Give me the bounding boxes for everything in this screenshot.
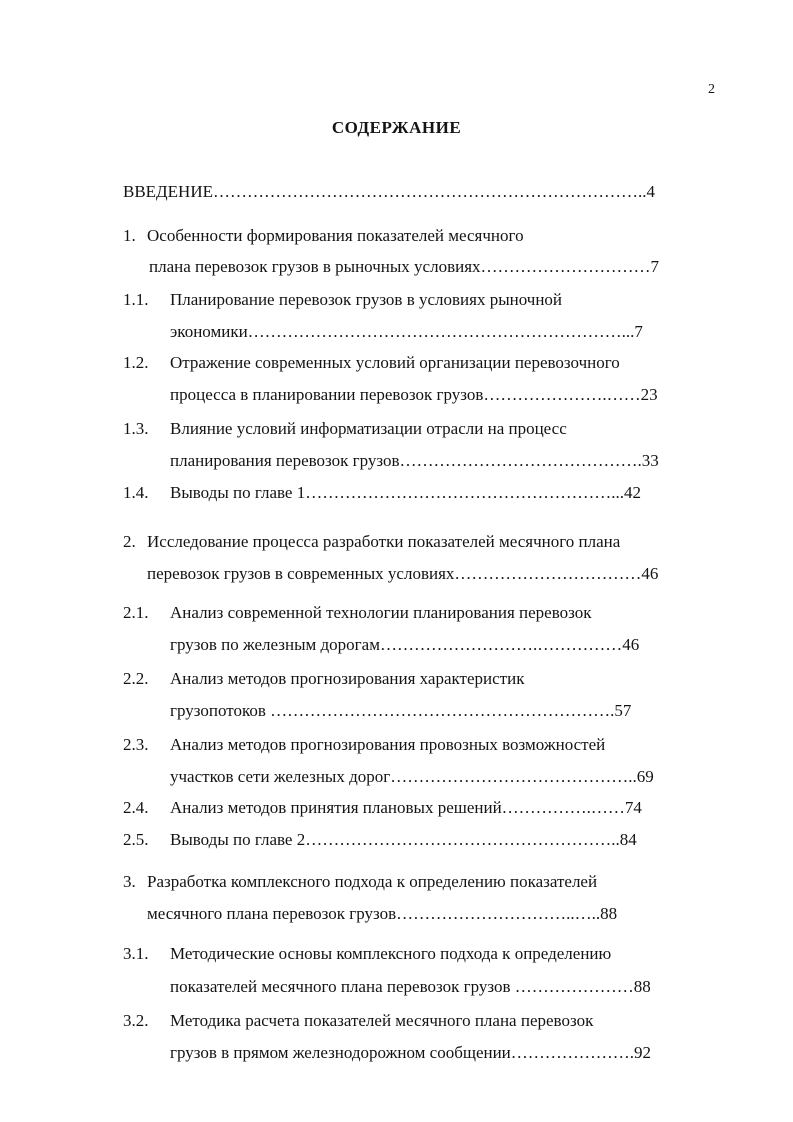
- chapter-title-line2: плана перевозок грузов в рыночных условиях…………………………7: [149, 257, 660, 276]
- section-number: 2.5.: [123, 830, 149, 849]
- chapter-title-line2: месячного плана перевозок грузов…………………………..…..88: [147, 904, 618, 923]
- chapter-title-line1: Разработка комплексного подхода к определению показателей: [147, 872, 598, 891]
- section-title-line1: Анализ методов прогнозирования провозных возможностей: [170, 735, 606, 754]
- chapter-number: 3.: [123, 872, 136, 891]
- section-title-line1: Выводы по главе 1………………………………………………...42: [170, 483, 641, 502]
- section-title-line2: участков сети железных дорог……………………………………..69: [170, 767, 654, 786]
- section-number: 1.1.: [123, 290, 149, 309]
- section-title-line1: Влияние условий информатизации отрасли на процесс: [170, 419, 567, 438]
- section-title-line1: Отражение современных условий организации перевозочного: [170, 353, 620, 372]
- section-number: 2.3.: [123, 735, 149, 754]
- section-title-line1: Анализ современной технологии планирования перевозок: [170, 603, 592, 622]
- section-number: 2.2.: [123, 669, 149, 688]
- section-title-line1: Выводы по главе 2………………………………………………..84: [170, 830, 637, 849]
- section-title-line2: показателей месячного плана перевозок грузов …………………88: [170, 977, 651, 996]
- section-title-line1: Методические основы комплексного подхода к определению: [170, 944, 612, 963]
- section-number: 1.2.: [123, 353, 149, 372]
- section-number: 3.2.: [123, 1011, 149, 1030]
- chapter-title-line1: Особенности формирования показателей месячного: [147, 226, 524, 245]
- section-title-line1: Планирование перевозок грузов в условиях рыночной: [170, 290, 563, 309]
- section-title-line1: Анализ методов прогнозирования характеристик: [170, 669, 525, 688]
- section-title-line2: процесса в планировании перевозок грузов………………….……23: [170, 385, 658, 404]
- chapter-title-line1: Исследование процесса разработки показателей месячного плана: [147, 532, 621, 551]
- section-title-line2: экономики…………………………………………………………...7: [170, 322, 643, 341]
- section-title-line2: планирования перевозок грузов…………………………………….33: [170, 451, 659, 470]
- page-number: 2: [708, 82, 715, 97]
- section-title-line2: грузов по железным дорогам……………………….……………46: [170, 635, 640, 654]
- chapter-title-line2: перевозок грузов в современных условиях……………………………46: [147, 564, 659, 583]
- toc-intro: ВВЕДЕНИЕ…………………………………………………………………..4: [123, 182, 655, 201]
- section-number: 2.1.: [123, 603, 149, 622]
- section-title-line1: Методика расчета показателей месячного плана перевозок: [170, 1011, 594, 1030]
- section-number: 2.4.: [123, 798, 149, 817]
- section-title-line1: Анализ методов принятия плановых решений…………….……74: [170, 798, 642, 817]
- section-title-line2: грузопотоков …………………………………………………….57: [170, 701, 632, 720]
- section-number: 1.3.: [123, 419, 149, 438]
- section-title-line2: грузов в прямом железнодорожном сообщении………………….92: [170, 1043, 652, 1062]
- page-title: СОДЕРЖАНИЕ: [331, 118, 462, 137]
- section-number: 1.4.: [123, 483, 149, 502]
- chapter-number: 2.: [123, 532, 136, 551]
- chapter-number: 1.: [123, 226, 136, 245]
- section-number: 3.1.: [123, 944, 149, 963]
